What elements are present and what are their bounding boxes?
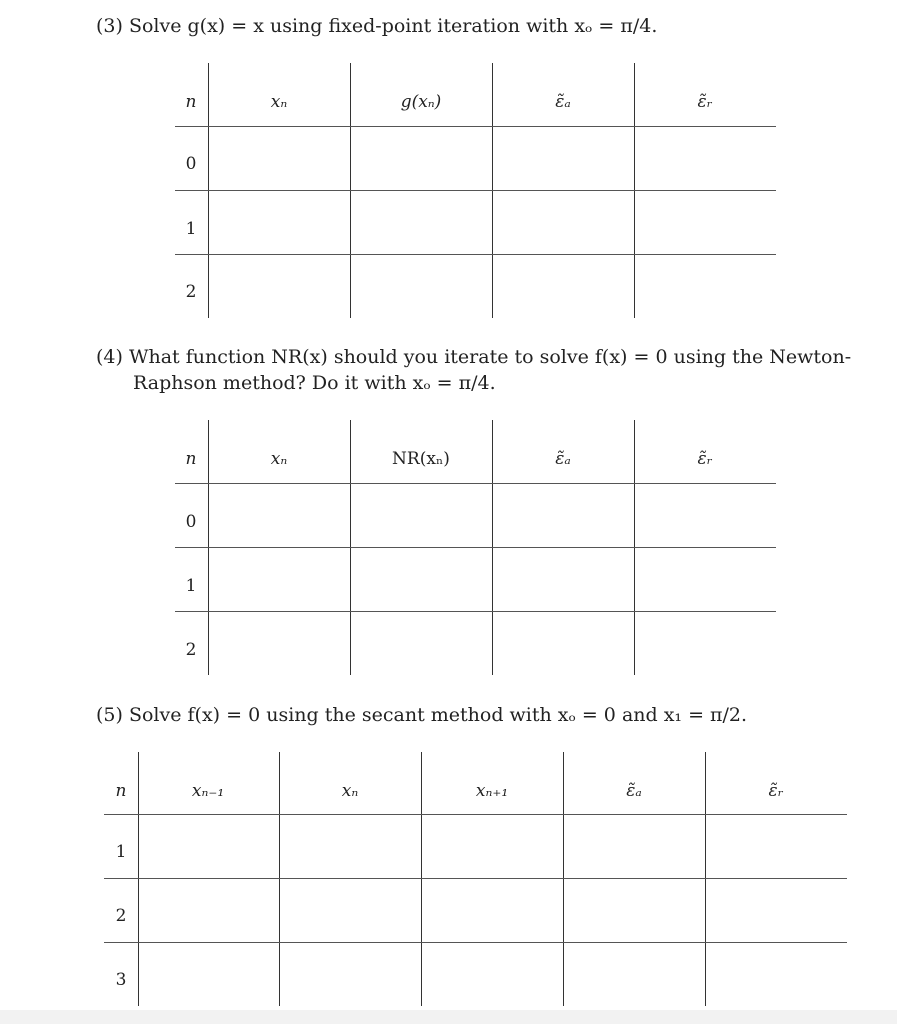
problem-3-text: Solve g(x) = x using fixed-point iteration with xₒ = π/4. (128, 15, 658, 37)
header-rel-error: ε̃ᵣ (697, 92, 713, 112)
header-x-n: xₙ (341, 781, 359, 801)
header-nr-of-x-n: NR(xₙ) (392, 449, 450, 469)
header-abs-error: ε̃ₐ (626, 781, 642, 801)
header-n: n (115, 781, 127, 801)
row-label-n: 0 (185, 154, 197, 174)
problem-4-statement (96, 344, 851, 370)
problem-5-label: (5) (96, 704, 123, 726)
row-label-n: 1 (185, 219, 197, 239)
row-label-n: 0 (185, 512, 197, 532)
header-rel-error: ε̃ᵣ (697, 449, 713, 469)
header-g-of-x-n: g(xₙ) (400, 92, 442, 112)
problem-3-statement (96, 13, 657, 39)
problem-4-label: (4) (96, 346, 123, 368)
header-n: n (185, 449, 197, 469)
problem-5-statement (96, 702, 747, 728)
problem-4-text-line-1: What function NR(x) should you iterate to solve f(x) = 0 using the Newton- (128, 346, 852, 368)
row-label-n: 1 (185, 576, 197, 596)
row-label-n: 3 (115, 970, 127, 990)
row-label-n: 2 (115, 906, 127, 926)
problem-4-text-line-2: Raphson method? Do it with xₒ = π/4. (133, 372, 496, 394)
row-label-n: 2 (185, 282, 197, 302)
header-x-n-plus-1: xₙ₊₁ (475, 781, 509, 801)
header-x-n-minus-1: xₙ₋₁ (191, 781, 225, 801)
header-n: n (185, 92, 197, 112)
row-label-n: 1 (115, 842, 127, 862)
problem-3-label: (3) (96, 15, 123, 37)
page-bottom-edge (0, 1010, 897, 1024)
header-x-n: xₙ (270, 449, 288, 469)
row-label-n: 2 (185, 640, 197, 660)
problem-4-statement-continued (133, 370, 496, 396)
header-abs-error: ε̃ₐ (555, 449, 571, 469)
header-rel-error: ε̃ᵣ (768, 781, 784, 801)
header-abs-error: ε̃ₐ (555, 92, 571, 112)
problem-5-text: Solve f(x) = 0 using the secant method with xₒ = 0 and x₁ = π/2. (128, 704, 748, 726)
header-x-n: xₙ (270, 92, 288, 112)
